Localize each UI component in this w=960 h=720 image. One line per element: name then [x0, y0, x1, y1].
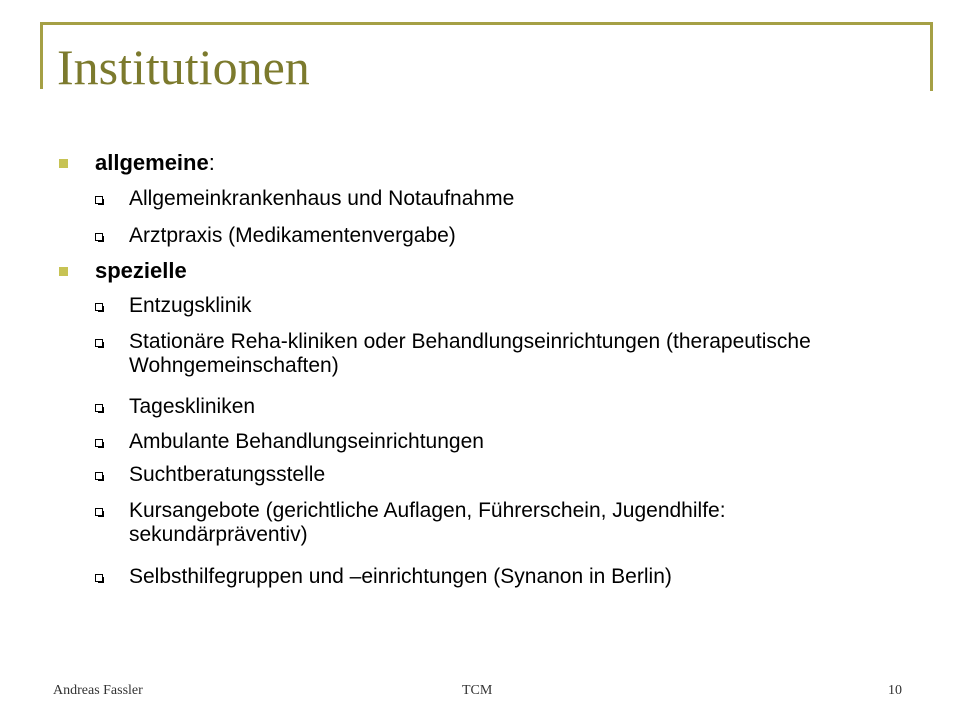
square-bullet-icon	[59, 267, 68, 276]
frame-top-line	[40, 22, 933, 25]
list-item-text: Kursangebote (gerichtliche Auflagen, Führerschein, Jugendhilfe: sekundärpräventiv)	[129, 499, 726, 546]
footer-author: Andreas Fassler	[53, 683, 143, 698]
list-item-text: Allgemeinkrankenhaus und Notaufnahme	[129, 187, 515, 210]
list-item-text: Suchtberatungsstelle	[129, 463, 326, 486]
checkbox-bullet-icon	[95, 404, 103, 412]
section-label: spezielle	[95, 258, 187, 283]
section-label: allgemeine	[95, 150, 209, 175]
slide-title: Institutionen	[57, 39, 310, 95]
list-item-text: Stationäre Reha-kliniken oder Behandlungseinrichtungen (therapeutische Wohngemeinschaften)	[129, 330, 811, 377]
checkbox-bullet-icon	[95, 439, 103, 447]
checkbox-bullet-icon	[95, 472, 103, 480]
checkbox-bullet-icon	[95, 196, 103, 204]
list-item-text: Selbsthilfegruppen und –einrichtungen (Synanon in Berlin)	[129, 565, 672, 588]
square-bullet-icon	[59, 159, 68, 168]
checkbox-bullet-icon	[95, 574, 103, 582]
list-item-text: Tageskliniken	[129, 395, 256, 418]
footer-center: TCM	[462, 683, 493, 698]
list-item-text: Ambulante Behandlungseinrichtungen	[129, 430, 484, 453]
checkbox-bullet-icon	[95, 303, 103, 311]
frame-right-line	[930, 22, 933, 91]
checkbox-bullet-icon	[95, 233, 103, 241]
checkbox-bullet-icon	[95, 339, 103, 347]
footer-page-number: 10	[888, 683, 902, 698]
checkbox-bullet-icon	[95, 508, 103, 516]
list-item-text: Arztpraxis (Medikamentenvergabe)	[129, 224, 456, 247]
frame-left-line	[40, 22, 43, 89]
list-item-text: Entzugsklinik	[129, 294, 252, 317]
section-suffix: :	[208, 150, 215, 175]
